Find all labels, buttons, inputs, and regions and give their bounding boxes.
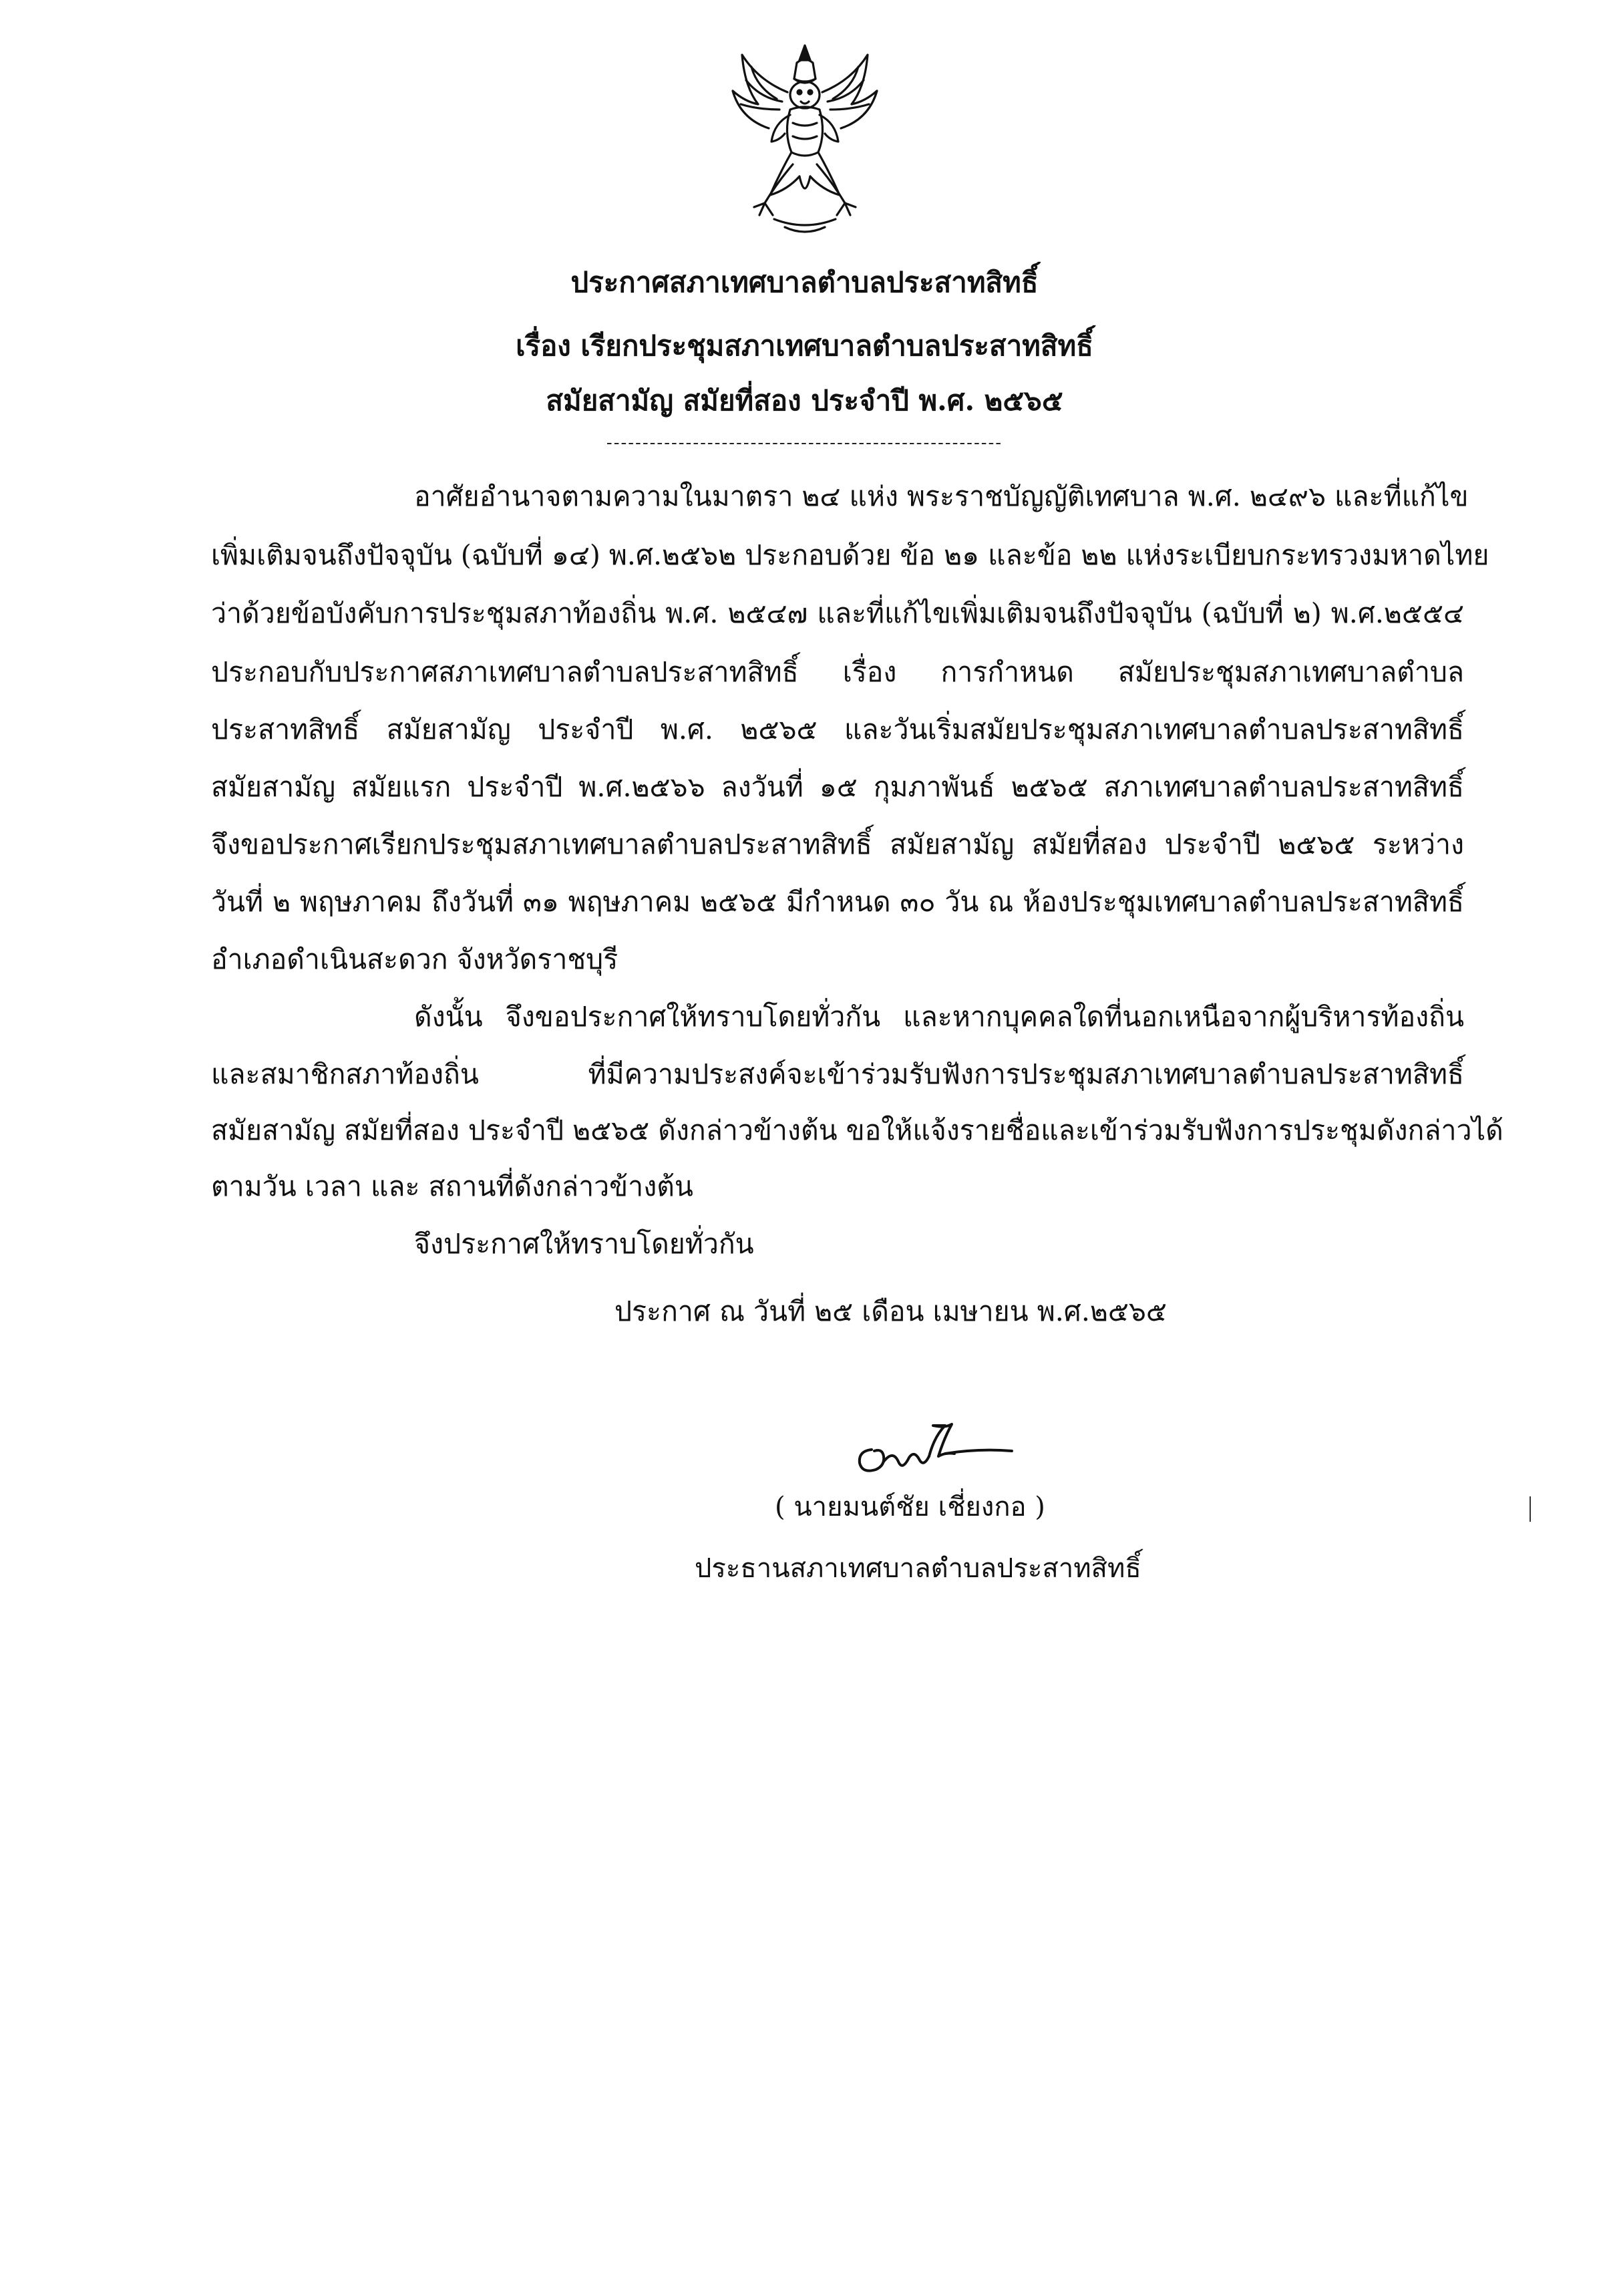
announcement-title: ประกาศสภาเทศบาลตำบลประสาทสิทธิ์ (570, 266, 1039, 299)
margin-mark (1530, 1496, 1531, 1522)
garuda-emblem-icon (718, 40, 892, 240)
paragraph1-line: วันที่ ๒ พฤษภาคม ถึงวันที่ ๓๑ พฤษภาคม ๒๕๖๕ มีกำหนด ๓๐ วัน ณ ห้องประชุมเทศบาลตำบลประสาทสิทธิ์ (211, 886, 1464, 918)
paragraph2-line: ดังนั้น จึงขอประกาศให้ทราบโดยทั่วกัน และหากบุคคลใดที่นอกเหนือจากผู้บริหารท้องถิ่น (414, 1001, 1464, 1033)
paragraph1-line: ประกอบกับประกาศสภาเทศบาลตำบลประสาทสิทธิ์ เรื่อง การกำหนด สมัยประชุมสภาเทศบาลตำบล (211, 656, 1464, 688)
paragraph2-line: และสมาชิกสภาท้องถิ่น ที่มีความประสงค์จะเข้าร่วมรับฟังการประชุมสภาเทศบาลตำบลประสาทสิทธิ์ (211, 1058, 1464, 1090)
paragraph1-line: ประสาทสิทธิ์ สมัยสามัญ ประจำปี พ.ศ. ๒๕๖๕ และวันเริ่มสมัยประชุมสภาเทศบาลตำบลประสาทสิทธิ์ (211, 713, 1464, 746)
signature-icon (845, 1410, 1019, 1483)
closing-statement: จึงประกาศให้ทราบโดยทั่วกัน (414, 1228, 754, 1260)
announcement-session: สมัยสามัญ สมัยที่สอง ประจำปี พ.ศ. ๒๕๖๕ (546, 384, 1063, 417)
paragraph2-line: สมัยสามัญ สมัยที่สอง ประจำปี ๒๕๖๕ ดังกล่าวข้างต้น ขอให้แจ้งรายชื่อและเข้าร่วมรับฟังการประชุมดังกล่าวได้ (211, 1114, 1503, 1146)
paragraph1-line: อาศัยอำนาจตามความในมาตรา ๒๔ แห่ง พระราชบัญญัติเทศบาล พ.ศ. ๒๔๙๖ และที่แก้ไข (414, 480, 1469, 512)
paragraph1-line: สมัยสามัญ สมัยแรก ประจำปี พ.ศ.๒๕๖๖ ลงวันที่ ๑๕ กุมภาพันธ์ ๒๕๖๕ สภาเทศบาลตำบลประสาทสิทธิ์ (211, 771, 1464, 803)
paragraph1-line: ว่าด้วยข้อบังคับการประชุมสภาท้องถิ่น พ.ศ. ๒๕๔๗ และที่แก้ไขเพิ่มเติมจนถึงปัจจุบัน (ฉบับที่ ๒) พ.ศ.๒๕๕๔ (211, 597, 1464, 629)
paragraph1-line: เพิ่มเติมจนถึงปัจจุบัน (ฉบับที่ ๑๔) พ.ศ.๒๕๖๒ ประกอบด้วย ข้อ ๒๑ และข้อ ๒๒ แห่งระเบียบกระทรวงมหาดไทย (211, 539, 1489, 571)
paragraph2-line: ตามวัน เวลา และ สถานที่ดังกล่าวข้างต้น (211, 1170, 693, 1202)
signer-name: ( นายมนต์ชัย เชี่ยงกอ ) (775, 1492, 1045, 1522)
announcement-subject: เรื่อง เรียกประชุมสภาเทศบาลตำบลประสาทสิทธิ์ (516, 329, 1093, 362)
header-divider: ------------------------------------------------------- (606, 433, 1003, 453)
signer-title: ประธานสภาเทศบาลตำบลประสาทสิทธิ์ (695, 1553, 1141, 1584)
paragraph1-line: จึงขอประกาศเรียกประชุมสภาเทศบาลตำบลประสาทสิทธิ์ สมัยสามัญ สมัยที่สอง ประจำปี ๒๕๖๕ ระหว่าง (211, 828, 1464, 860)
paragraph1-line: อำเภอดำเนินสะดวก จังหวัดราชบุรี (211, 943, 618, 975)
announcement-date: ประกาศ ณ วันที่ ๒๕ เดือน เมษายน พ.ศ.๒๕๖๕ (614, 1295, 1167, 1327)
